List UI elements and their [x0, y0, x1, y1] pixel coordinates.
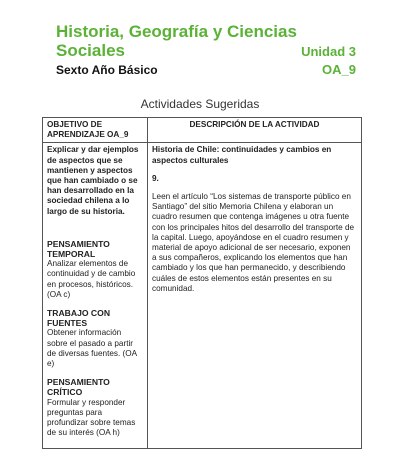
objective-cell [43, 143, 148, 449]
skill-title: TRABAJO CON FUENTES [47, 308, 111, 329]
activity-cell [148, 143, 362, 449]
page-header [56, 22, 356, 77]
skill-title: PENSAMIENTO CRÍTICO [47, 377, 110, 398]
skill-title: PENSAMIENTO TEMPORAL [47, 238, 110, 260]
objective-column-header: OBJETIVO DE APRENDIZAJE OA_9 [43, 118, 148, 143]
activities-table [42, 117, 362, 449]
oa-code: OA_9 [322, 62, 356, 77]
section-title: Actividades Sugeridas [140, 97, 260, 111]
activity-number: 9. [152, 173, 159, 183]
skill-block [47, 308, 143, 369]
skill-text: Analizar elementos de continuidad y de cambio en procesos, históricos. (OA c) [47, 259, 136, 299]
skill-text: Obtener información sobre el pasado a partir de diversas fuentes. (OA e) [47, 328, 137, 369]
table-header-row [43, 118, 362, 143]
description-column-header: DESCRIPCIÓN DE LA ACTIVIDAD [148, 118, 362, 143]
subject-title-line1: Historia, Geografía y Ciencias [56, 22, 297, 41]
subject-title-line2: Sociales [56, 41, 125, 60]
table-row [43, 143, 362, 449]
activity-title: Historia de Chile: continuidades y cambios en aspectos culturales [152, 145, 332, 165]
skill-text: Formular y responder preguntas para profundizar sobre temas de su interés (OA h) [47, 397, 136, 438]
objective-text: Explicar y dar ejemplos de aspectos que se mantienen y aspectos que han cambiado o se han desarrollado en la sociedad chilena a lo largo de su historia. [47, 145, 139, 216]
skill-block [47, 239, 143, 300]
unit-label: Unidad 3 [301, 44, 356, 59]
grade-label: Sexto Año Básico [56, 63, 158, 77]
activity-text: Leen el artículo “Los sistemas de transporte público en Santiago” del sitio Memoria Chilena y elaboran un cuadro resumen que contenga imágenes u otra fuente con los principales hitos del desarrollo del transporte de la capital. Luego, apoyándose en el cuadro resumen y material de apoyo adicional de ser necesario, exponen a sus compañeros, explicando los elementos que han cambiado y los que han permanecido, y describiendo cuáles de estos elementos están presentes en su comunidad. [152, 192, 355, 293]
skill-block [47, 377, 143, 438]
